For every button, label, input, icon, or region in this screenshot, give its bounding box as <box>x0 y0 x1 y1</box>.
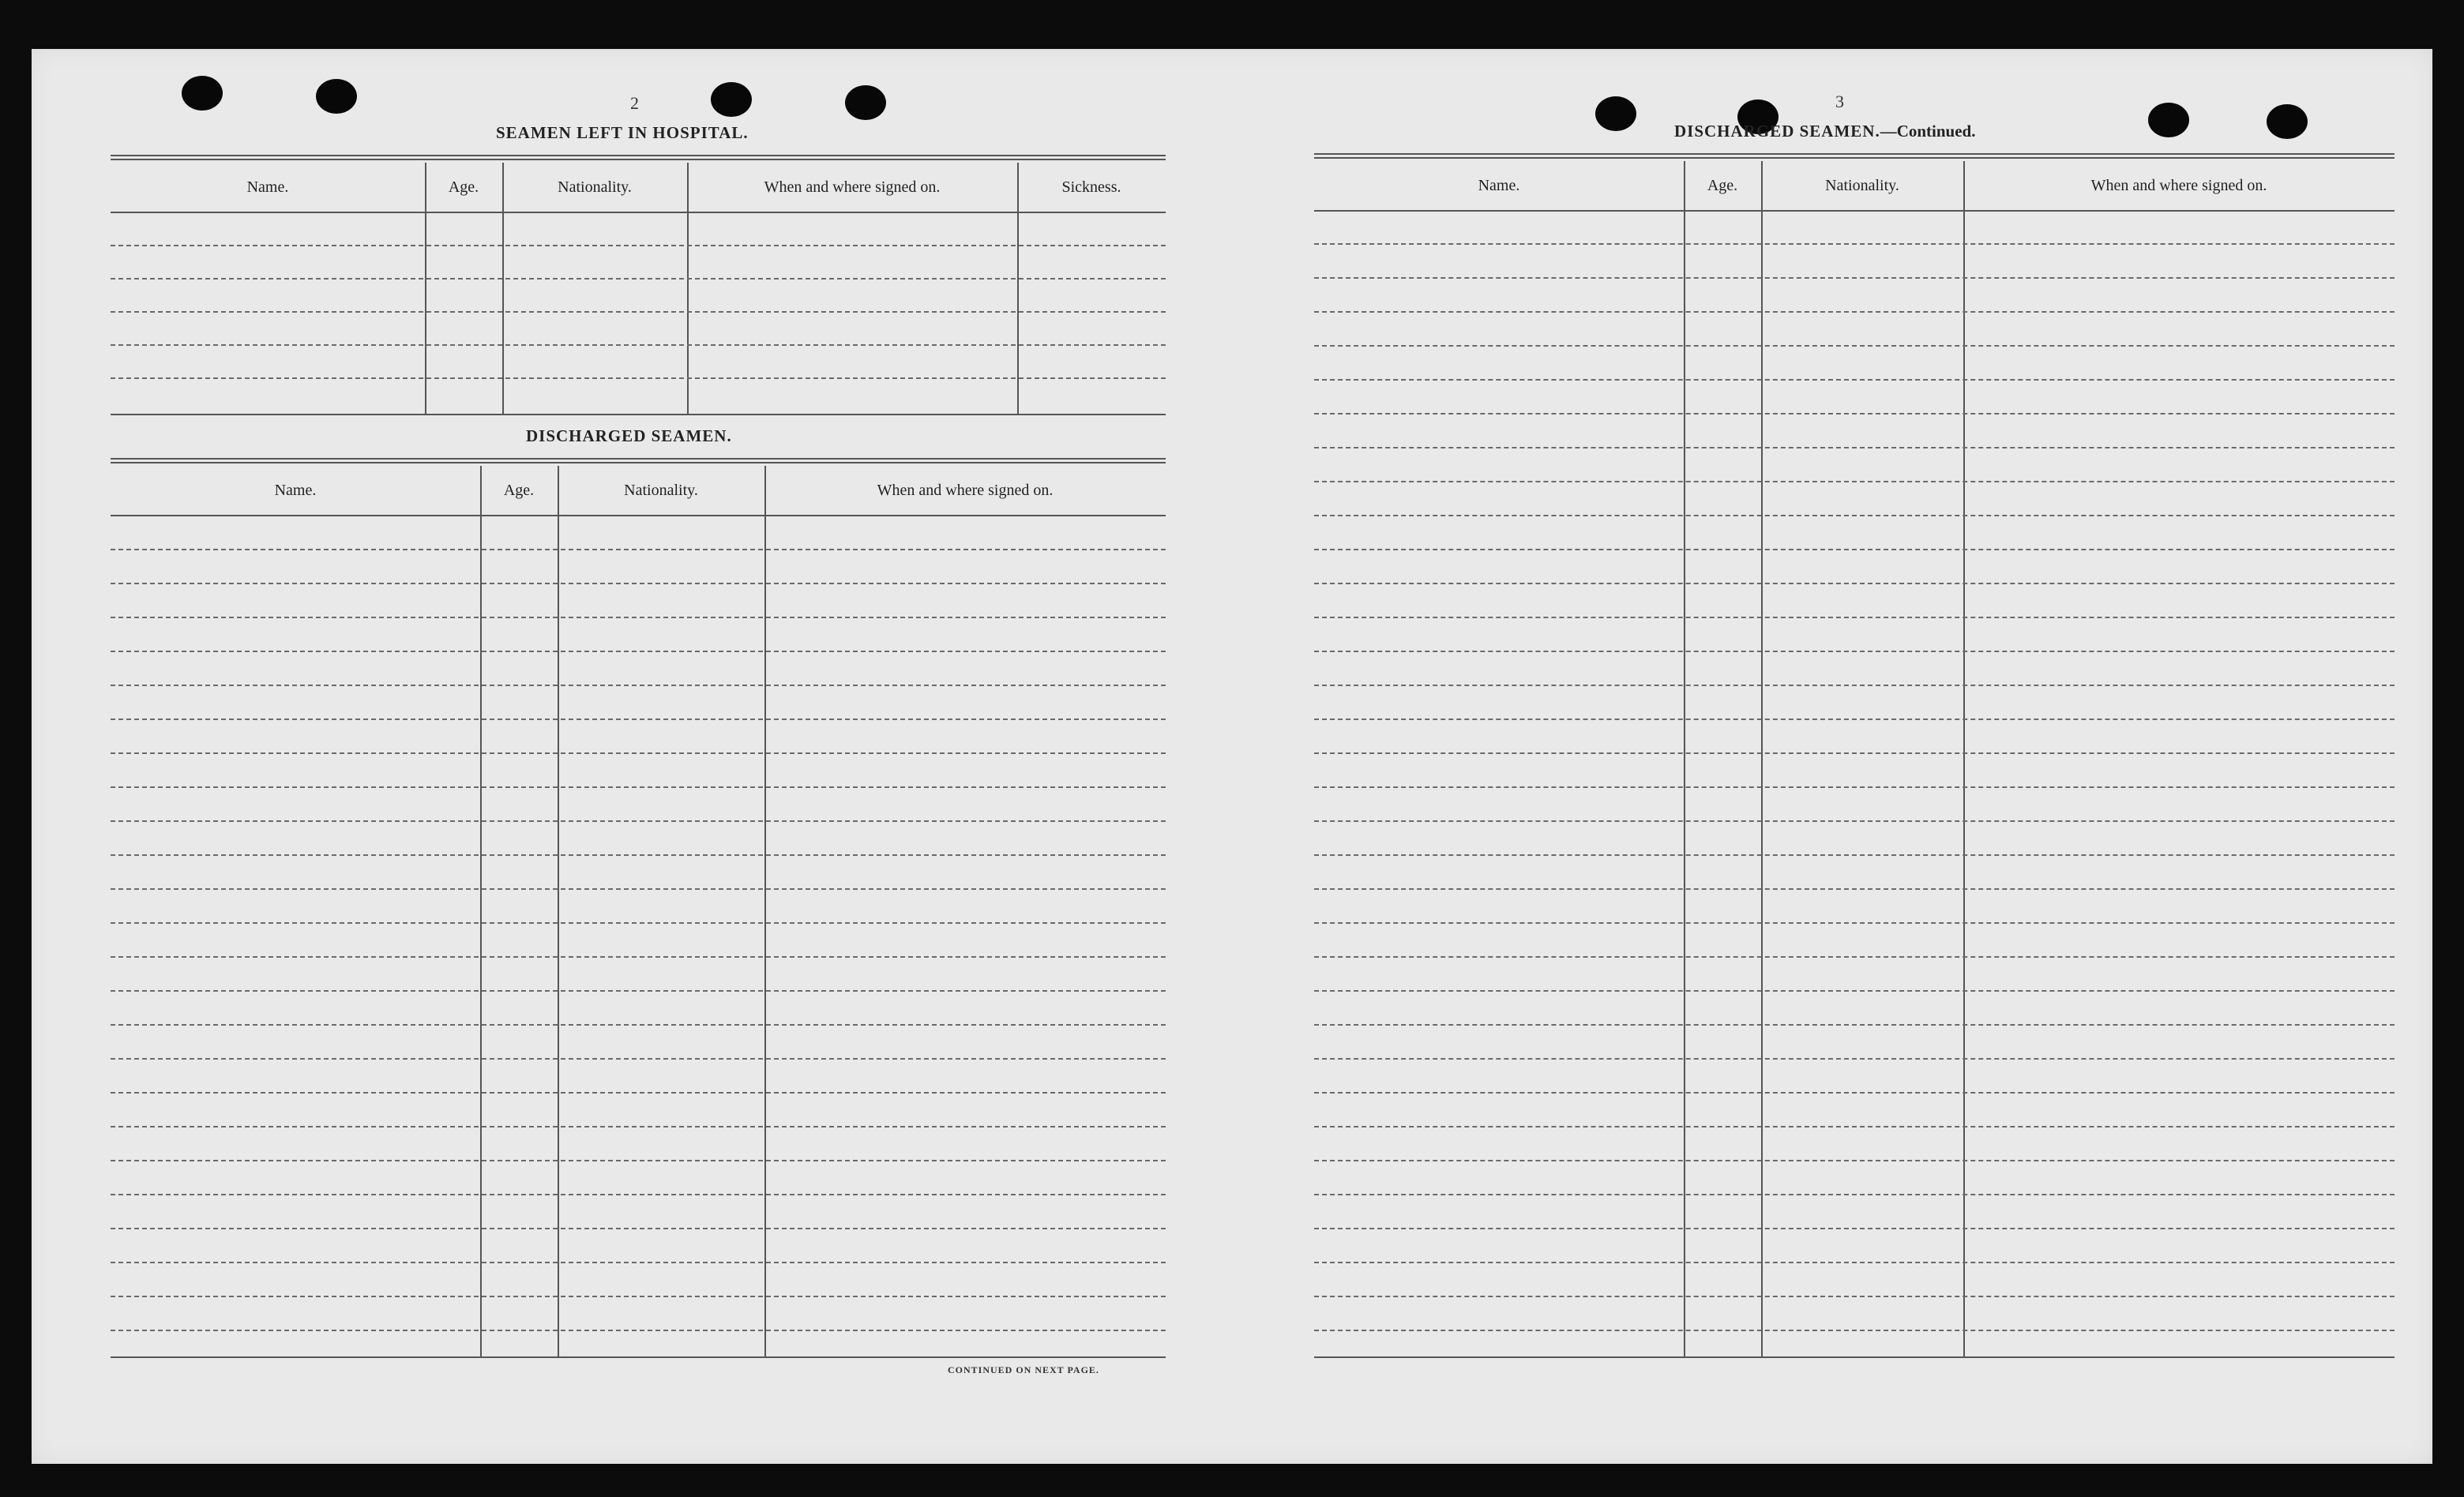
entry-line <box>111 1126 1166 1127</box>
entry-line <box>1314 888 2395 890</box>
entry-line <box>1314 956 2395 958</box>
table-bottom-rule <box>1314 1356 2395 1358</box>
entry-line <box>1314 1262 2395 1263</box>
col-header-name: Name. <box>1478 176 1520 194</box>
entry-line <box>111 1160 1166 1161</box>
discharged-table-right <box>1314 161 2395 1358</box>
entry-line <box>111 278 1166 280</box>
col-divider <box>764 466 766 1356</box>
entry-line <box>111 685 1166 686</box>
col-divider <box>1017 163 1019 414</box>
entry-line <box>111 617 1166 618</box>
ledger-sheet <box>32 49 2432 1464</box>
entry-line <box>111 344 1166 346</box>
entry-line <box>1314 651 2395 652</box>
entry-line <box>1314 1058 2395 1060</box>
entry-line <box>1314 922 2395 924</box>
entry-line <box>111 718 1166 720</box>
discharged-top-rule <box>111 458 1166 463</box>
continued-note: CONTINUED ON NEXT PAGE. <box>948 1364 1099 1375</box>
punch-hole <box>845 85 886 120</box>
punch-hole <box>711 82 752 117</box>
entry-line <box>111 956 1166 958</box>
col-divider <box>1684 161 1685 1356</box>
entry-line <box>1314 718 2395 720</box>
punch-hole <box>316 79 357 114</box>
col-divider <box>480 466 482 1356</box>
entry-line <box>1314 549 2395 550</box>
entry-line <box>1314 311 2395 313</box>
col-header-signed-on: When and where signed on. <box>877 481 1054 499</box>
entry-line <box>111 245 1166 246</box>
col-header-nationality: Nationality. <box>624 481 698 499</box>
entry-line <box>1314 277 2395 279</box>
entry-line <box>1314 1194 2395 1195</box>
title-suffix: —Continued. <box>1880 122 1976 141</box>
col-divider <box>558 466 559 1356</box>
entry-line <box>111 1194 1166 1195</box>
col-header-nationality: Nationality. <box>558 178 632 196</box>
col-header-name: Name. <box>246 178 289 196</box>
title-main: DISCHARGED SEAMEN. <box>1674 122 1880 141</box>
col-divider <box>1963 161 1965 1356</box>
entry-line <box>1314 1228 2395 1229</box>
col-divider <box>425 163 426 414</box>
right-top-rule <box>1314 153 2395 159</box>
entry-line <box>111 583 1166 584</box>
entry-line <box>111 820 1166 822</box>
col-header-sickness: Sickness. <box>1061 178 1121 196</box>
col-divider <box>502 163 504 414</box>
entry-line <box>111 1058 1166 1060</box>
col-divider <box>1761 161 1763 1356</box>
entry-line <box>111 752 1166 754</box>
col-header-name: Name. <box>274 481 317 499</box>
discharged-table-left <box>111 466 1166 1358</box>
discharged-section-title: DISCHARGED SEAMEN. <box>526 426 732 445</box>
punch-hole <box>2148 103 2189 137</box>
col-header-nationality: Nationality. <box>1825 176 1899 194</box>
entry-line <box>111 922 1166 924</box>
entry-line <box>111 888 1166 890</box>
entry-line <box>1314 990 2395 992</box>
hospital-top-rule <box>111 155 1166 160</box>
col-header-signed-on: When and where signed on. <box>2090 176 2267 194</box>
page-number-right: 3 <box>1835 92 1844 111</box>
entry-line <box>1314 752 2395 754</box>
entry-line <box>1314 786 2395 788</box>
entry-line <box>111 1330 1166 1331</box>
entry-line <box>111 990 1166 992</box>
discharged-continued-title <box>1674 122 1975 141</box>
entry-line <box>111 786 1166 788</box>
entry-line <box>111 1092 1166 1094</box>
col-header-signed-on: When and where signed on. <box>764 178 941 196</box>
entry-line <box>1314 447 2395 448</box>
header-rule <box>111 515 1166 516</box>
entry-line <box>1314 617 2395 618</box>
entry-line <box>1314 1024 2395 1026</box>
entry-line <box>1314 1330 2395 1331</box>
hospital-section-title: SEAMEN LEFT IN HOSPITAL. <box>496 123 749 142</box>
page-number-left: 2 <box>630 93 639 113</box>
entry-line <box>111 1296 1166 1297</box>
entry-line <box>111 549 1166 550</box>
punch-hole <box>1595 96 1636 131</box>
punch-hole <box>182 76 223 111</box>
entry-line <box>111 854 1166 856</box>
entry-line <box>1314 1092 2395 1094</box>
entry-line <box>1314 413 2395 415</box>
entry-line <box>111 377 1166 379</box>
col-header-age: Age. <box>1707 176 1738 194</box>
table-bottom-rule <box>111 1356 1166 1358</box>
entry-line <box>1314 854 2395 856</box>
entry-line <box>1314 345 2395 347</box>
entry-line <box>1314 515 2395 516</box>
entry-line <box>1314 481 2395 482</box>
entry-line <box>1314 1126 2395 1127</box>
entry-line <box>111 1024 1166 1026</box>
hospital-table <box>111 163 1166 415</box>
col-header-age: Age. <box>448 178 479 196</box>
entry-line <box>1314 820 2395 822</box>
entry-line <box>1314 685 2395 686</box>
col-header-age: Age. <box>503 481 535 499</box>
entry-line <box>1314 379 2395 381</box>
entry-line <box>1314 243 2395 245</box>
entry-line <box>111 651 1166 652</box>
col-divider <box>687 163 689 414</box>
header-rule <box>1314 210 2395 212</box>
entry-line <box>1314 1160 2395 1161</box>
punch-hole <box>2267 104 2308 139</box>
entry-line <box>1314 583 2395 584</box>
entry-line <box>111 1228 1166 1229</box>
entry-line <box>1314 1296 2395 1297</box>
entry-line <box>111 311 1166 313</box>
table-bottom-rule <box>111 414 1166 415</box>
entry-line <box>111 1262 1166 1263</box>
header-rule <box>111 212 1166 213</box>
